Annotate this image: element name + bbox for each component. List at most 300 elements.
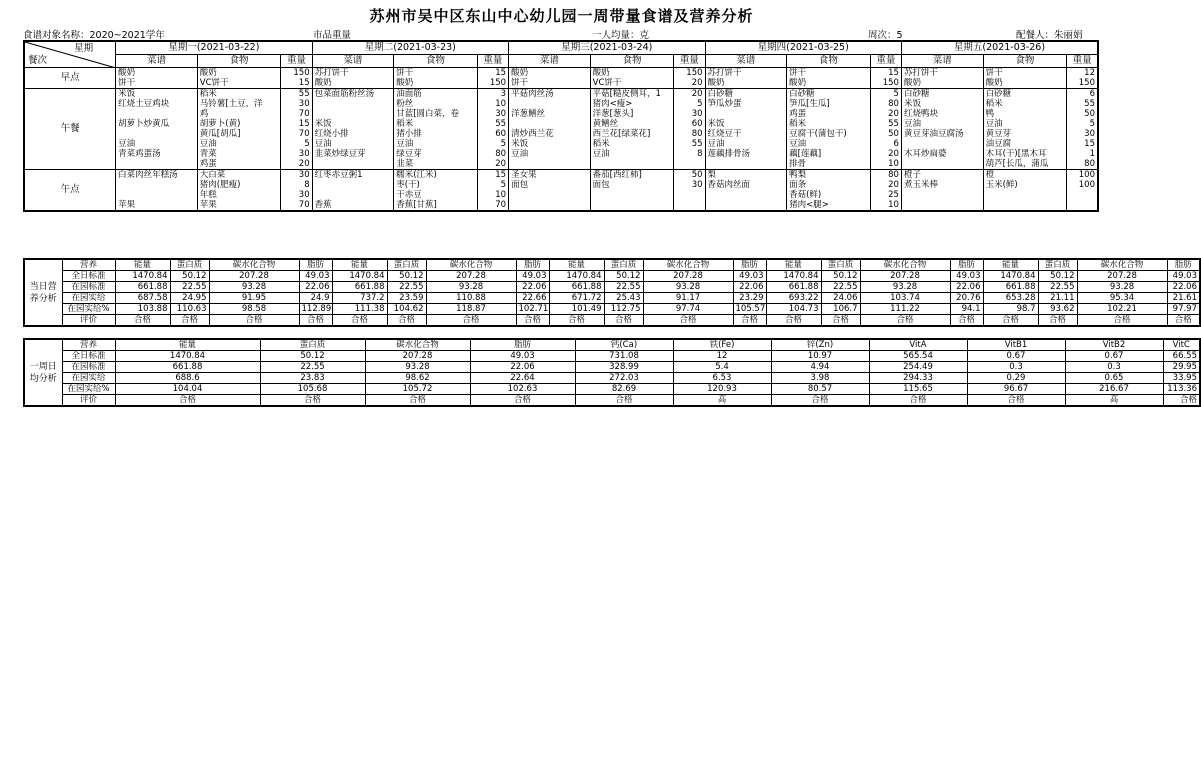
food-weight: 70 bbox=[281, 109, 312, 119]
nutrient-value: 合格 bbox=[299, 315, 332, 327]
nutrient-value: 565.54 bbox=[869, 351, 967, 362]
nutrient-value: 96.67 bbox=[967, 384, 1065, 395]
nutrient-value: 653.28 bbox=[983, 293, 1038, 304]
metric-label: 评价 bbox=[62, 395, 115, 407]
nutrient-value: 合格 bbox=[1077, 315, 1167, 327]
nutrient-value: 23.29 bbox=[733, 293, 766, 304]
food-weight: 30 bbox=[281, 170, 312, 181]
daily-row bbox=[24, 293, 1200, 304]
nutrient-value: 24.9 bbox=[299, 293, 332, 304]
food-name: 豆油 bbox=[197, 139, 281, 149]
menu-row bbox=[24, 149, 1098, 159]
food-name: 笋瓜[生瓜] bbox=[787, 99, 871, 109]
nutrient-value: 4.94 bbox=[771, 362, 869, 373]
nutrient-value: 105.72 bbox=[365, 384, 470, 395]
dish-name: 白菜肉丝年糕汤 bbox=[116, 170, 198, 181]
dish-header: 菜谱 bbox=[901, 55, 983, 68]
dish-name: 豆油 bbox=[901, 119, 983, 129]
nutrient-value: 105.68 bbox=[260, 384, 365, 395]
week-number: 周次：5 bbox=[868, 30, 903, 41]
menu-row bbox=[24, 180, 1098, 190]
menu-row bbox=[24, 68, 1098, 79]
nutrient-value: 118.87 bbox=[426, 304, 516, 315]
dish-name: 香蕉 bbox=[312, 200, 394, 211]
food-weight: 3 bbox=[477, 89, 508, 100]
food-name: 藕[莲藕] bbox=[787, 149, 871, 159]
nutrient-value: 合格 bbox=[1163, 395, 1200, 407]
nutrient-header: 碳水化合物 bbox=[209, 259, 299, 271]
menu-row bbox=[24, 78, 1098, 89]
metric-label: 在园实给 bbox=[62, 373, 115, 384]
nutrient-value: 102.21 bbox=[1077, 304, 1167, 315]
food-name: 香菇(鲜) bbox=[787, 190, 871, 200]
weekly-nutrition-table bbox=[23, 338, 1201, 407]
food-weight: 150 bbox=[281, 68, 312, 79]
nutrient-value: 合格 bbox=[549, 315, 604, 327]
food-name: 面条 bbox=[787, 180, 871, 190]
food-weight: 1 bbox=[1067, 149, 1098, 159]
weight-header: 重量 bbox=[281, 55, 312, 68]
weekly-row bbox=[24, 362, 1200, 373]
metric-label: 在园标准 bbox=[62, 282, 115, 293]
food-weight bbox=[1067, 200, 1098, 211]
daily-row bbox=[24, 304, 1200, 315]
meal-name: 早点 bbox=[24, 68, 116, 89]
nutrient-value: 0.65 bbox=[1065, 373, 1163, 384]
nutrient-value: 661.88 bbox=[332, 282, 387, 293]
nutrient-value: 50.12 bbox=[1038, 271, 1077, 282]
nutrient-header: 铁(Fe) bbox=[673, 339, 771, 351]
nutrient-value: 22.55 bbox=[260, 362, 365, 373]
food-name: 稻米 bbox=[197, 89, 281, 100]
dish-name bbox=[705, 200, 787, 211]
dish-name: 酸奶 bbox=[312, 78, 394, 89]
nutrient-header: 碳水化合物 bbox=[860, 259, 950, 271]
nutrient-value: 1470.84 bbox=[332, 271, 387, 282]
nutrient-value: 94.1 bbox=[950, 304, 983, 315]
food-weight: 60 bbox=[477, 129, 508, 139]
nutrient-value: 110.63 bbox=[170, 304, 209, 315]
nutrient-value: 合格 bbox=[967, 395, 1065, 407]
food-name: 糯米(江米) bbox=[394, 170, 478, 181]
food-name: 猪肉<瘦> bbox=[590, 99, 674, 109]
nutrient-value: 22.06 bbox=[470, 362, 575, 373]
food-header: 食物 bbox=[787, 55, 871, 68]
dish-name: 梨 bbox=[705, 170, 787, 181]
nutrient-value: 合格 bbox=[387, 315, 426, 327]
nutrient-value: 111.22 bbox=[860, 304, 950, 315]
food-weight: 80 bbox=[1067, 159, 1098, 170]
nutrient-value: 737.2 bbox=[332, 293, 387, 304]
nutrient-value: 731.08 bbox=[575, 351, 673, 362]
food-weight: 80 bbox=[477, 149, 508, 159]
menu-row bbox=[24, 89, 1098, 100]
food-weight: 20 bbox=[870, 149, 901, 159]
nutrient-value: 207.28 bbox=[209, 271, 299, 282]
weekly-row bbox=[24, 395, 1200, 407]
nutrient-label: 营养 bbox=[62, 259, 115, 271]
food-name: 白砂糖 bbox=[983, 89, 1067, 100]
nutrient-header: VitB1 bbox=[967, 339, 1065, 351]
food-weight: 150 bbox=[1067, 78, 1098, 89]
nutrient-value: 5.4 bbox=[673, 362, 771, 373]
food-name: 稻米 bbox=[983, 99, 1067, 109]
food-name: 甘蓝[圆白菜，卷 bbox=[394, 109, 478, 119]
dish-name: 米饭 bbox=[901, 99, 983, 109]
food-weight: 55 bbox=[1067, 99, 1098, 109]
food-header: 食物 bbox=[590, 55, 674, 68]
menu-row bbox=[24, 119, 1098, 129]
nutrient-value: 91.17 bbox=[643, 293, 733, 304]
dish-name bbox=[312, 190, 394, 200]
dish-name bbox=[901, 200, 983, 211]
nutrient-value: 合格 bbox=[983, 315, 1038, 327]
nutrient-value: 272.03 bbox=[575, 373, 673, 384]
food-weight: 10 bbox=[870, 200, 901, 211]
nutrient-value: 661.88 bbox=[115, 362, 260, 373]
menu-row bbox=[24, 170, 1098, 181]
meal-name: 午餐 bbox=[24, 89, 116, 170]
nutrient-value: 80.57 bbox=[771, 384, 869, 395]
dish-name bbox=[116, 129, 198, 139]
nutrient-value: 50.12 bbox=[260, 351, 365, 362]
dish-name bbox=[509, 190, 591, 200]
food-weight: 55 bbox=[674, 139, 705, 149]
metric-label: 评价 bbox=[62, 315, 115, 327]
food-weight: 10 bbox=[870, 159, 901, 170]
nutrient-header: 碳水化合物 bbox=[365, 339, 470, 351]
nutrient-value: 22.06 bbox=[950, 282, 983, 293]
nutrient-value: 254.49 bbox=[869, 362, 967, 373]
food-weight: 20 bbox=[870, 109, 901, 119]
food-weight: 20 bbox=[477, 159, 508, 170]
nutrient-header: 锌(Zn) bbox=[771, 339, 869, 351]
nutrient-value: 合格 bbox=[115, 395, 260, 407]
dish-name: 豆油 bbox=[116, 139, 198, 149]
nutrient-value: 49.03 bbox=[470, 351, 575, 362]
nutrient-value: 93.28 bbox=[209, 282, 299, 293]
nutrient-value: 22.06 bbox=[299, 282, 332, 293]
nutrient-label: 营养 bbox=[62, 339, 115, 351]
nutrient-value: 0.67 bbox=[1065, 351, 1163, 362]
food-weight: 30 bbox=[1067, 129, 1098, 139]
weekday-meal-corner bbox=[24, 41, 116, 68]
nutrient-value: 106.7 bbox=[821, 304, 860, 315]
food-name bbox=[590, 200, 674, 211]
food-name bbox=[590, 190, 674, 200]
menu-target: 食谱对象名称：2020~2021学年 bbox=[23, 30, 165, 41]
nutrient-value: 29.95 bbox=[1163, 362, 1200, 373]
food-name: 稻米 bbox=[394, 119, 478, 129]
menu-row bbox=[24, 129, 1098, 139]
nutrient-header: 脂肪 bbox=[1167, 259, 1200, 271]
food-weight: 80 bbox=[870, 170, 901, 181]
food-header: 食物 bbox=[983, 55, 1067, 68]
dish-name bbox=[509, 119, 591, 129]
food-weight: 55 bbox=[281, 89, 312, 100]
food-weight: 70 bbox=[281, 200, 312, 211]
daily-row bbox=[24, 282, 1200, 293]
menu-author: 配餐人：朱丽娟 bbox=[1016, 30, 1083, 41]
nutrient-header: 脂肪 bbox=[733, 259, 766, 271]
food-name: 酸奶 bbox=[197, 68, 281, 79]
dish-name bbox=[901, 190, 983, 200]
food-weight: 5 bbox=[477, 180, 508, 190]
nutrient-value: 101.49 bbox=[549, 304, 604, 315]
dish-name bbox=[705, 190, 787, 200]
dish-name: 红烧土豆鸡块 bbox=[116, 99, 198, 109]
nutrient-header: VitB2 bbox=[1065, 339, 1163, 351]
food-name: 稻米 bbox=[590, 139, 674, 149]
food-name: 枣(干) bbox=[394, 180, 478, 190]
nutrient-value: 49.03 bbox=[733, 271, 766, 282]
food-name: 鸭 bbox=[983, 109, 1067, 119]
nutrient-value: 50.12 bbox=[387, 271, 426, 282]
metric-label: 全日标准 bbox=[62, 351, 115, 362]
nutrient-value: 104.73 bbox=[766, 304, 821, 315]
nutrient-value: 合格 bbox=[766, 315, 821, 327]
nutrient-value: 33.95 bbox=[1163, 373, 1200, 384]
day-header: 星期二(2021-03-23) bbox=[312, 41, 508, 55]
dish-name bbox=[116, 159, 198, 170]
nutrient-header: 钙(Ca) bbox=[575, 339, 673, 351]
dish-name: 红烧豆干 bbox=[705, 129, 787, 139]
nutrient-value: 22.06 bbox=[733, 282, 766, 293]
day-header: 星期一(2021-03-22) bbox=[116, 41, 312, 55]
nutrient-value: 93.28 bbox=[426, 282, 516, 293]
food-weight: 80 bbox=[870, 99, 901, 109]
food-name: 西兰花[绿菜花] bbox=[590, 129, 674, 139]
weight-header: 重量 bbox=[674, 55, 705, 68]
food-weight: 5 bbox=[281, 139, 312, 149]
food-name: 饼干 bbox=[787, 68, 871, 79]
dish-name: 平菇肉丝汤 bbox=[509, 89, 591, 100]
nutrient-value: 49.03 bbox=[950, 271, 983, 282]
food-name bbox=[590, 159, 674, 170]
food-weight: 20 bbox=[674, 78, 705, 89]
daily-nutrition-table bbox=[23, 258, 1201, 327]
food-weight: 25 bbox=[870, 190, 901, 200]
nutrient-value: 0.3 bbox=[967, 362, 1065, 373]
nutrient-value: 合格 bbox=[1167, 315, 1200, 327]
dish-name: 酸奶 bbox=[901, 78, 983, 89]
nutrient-value: 1470.84 bbox=[983, 271, 1038, 282]
nutrient-value: 合格 bbox=[643, 315, 733, 327]
nutrient-value: 22.55 bbox=[821, 282, 860, 293]
nutrient-value: 合格 bbox=[365, 395, 470, 407]
dish-header: 菜谱 bbox=[509, 55, 591, 68]
food-name: 豆油 bbox=[983, 119, 1067, 129]
nutrient-value: 高 bbox=[1065, 395, 1163, 407]
dish-name: 香菇肉丝面 bbox=[705, 180, 787, 190]
food-weight: 60 bbox=[674, 119, 705, 129]
food-weight bbox=[674, 159, 705, 170]
food-weight bbox=[1067, 190, 1098, 200]
nutrient-value: 22.55 bbox=[604, 282, 643, 293]
nutrient-value: 49.03 bbox=[299, 271, 332, 282]
nutrient-value: 22.66 bbox=[516, 293, 549, 304]
nutrient-value: 105.57 bbox=[733, 304, 766, 315]
dish-name: 橙子 bbox=[901, 170, 983, 181]
dish-name: 洋葱鳝丝 bbox=[509, 109, 591, 119]
nutrient-value: 0.67 bbox=[967, 351, 1065, 362]
food-weight: 30 bbox=[281, 149, 312, 159]
dish-name: 煮玉米棒 bbox=[901, 180, 983, 190]
nutrient-value: 49.03 bbox=[1167, 271, 1200, 282]
food-name: 油豆腐 bbox=[983, 139, 1067, 149]
nutrient-value: 207.28 bbox=[365, 351, 470, 362]
food-name: 平菇[糙皮侧耳，1 bbox=[590, 89, 674, 100]
dish-name: 米饭 bbox=[116, 89, 198, 100]
food-weight: 15 bbox=[281, 119, 312, 129]
weekly-row bbox=[24, 384, 1200, 395]
dish-name: 红烧小排 bbox=[312, 129, 394, 139]
nutrient-header: 脂肪 bbox=[950, 259, 983, 271]
nutrient-value: 207.28 bbox=[860, 271, 950, 282]
food-name: 排骨 bbox=[787, 159, 871, 170]
food-weight: 5 bbox=[870, 89, 901, 100]
food-weight: 20 bbox=[281, 159, 312, 170]
nutrient-value: 合格 bbox=[1038, 315, 1077, 327]
nutrient-value: 91.95 bbox=[209, 293, 299, 304]
nutrient-value: 49.03 bbox=[516, 271, 549, 282]
food-weight: 5 bbox=[477, 139, 508, 149]
menu-row bbox=[24, 99, 1098, 109]
nutrient-value: 22.55 bbox=[387, 282, 426, 293]
dish-name: 酸奶 bbox=[705, 78, 787, 89]
nutrient-value: 93.28 bbox=[643, 282, 733, 293]
nutrient-value: 207.28 bbox=[426, 271, 516, 282]
food-name: 绿豆芽 bbox=[394, 149, 478, 159]
food-name: 鸭梨 bbox=[787, 170, 871, 181]
dish-name: 红枣赤豆粥1 bbox=[312, 170, 394, 181]
dish-name bbox=[116, 109, 198, 119]
daily-row bbox=[24, 315, 1200, 327]
nutrient-value: 10.97 bbox=[771, 351, 869, 362]
nutrient-value: 合格 bbox=[950, 315, 983, 327]
nutrient-header: 蛋白质 bbox=[821, 259, 860, 271]
food-name: 木耳(干)[黑木耳 bbox=[983, 149, 1067, 159]
food-weight: 50 bbox=[870, 129, 901, 139]
food-name: 黄瓜[胡瓜] bbox=[197, 129, 281, 139]
food-weight: 70 bbox=[477, 200, 508, 211]
food-weight: 15 bbox=[870, 68, 901, 79]
food-name: 青菜 bbox=[197, 149, 281, 159]
food-name: 大白菜 bbox=[197, 170, 281, 181]
food-header: 食物 bbox=[197, 55, 281, 68]
nutrient-value: 97.74 bbox=[643, 304, 733, 315]
dish-name: 米饭 bbox=[705, 119, 787, 129]
nutrient-value: 12 bbox=[673, 351, 771, 362]
food-weight: 12 bbox=[1067, 68, 1098, 79]
dish-name: 苏打饼干 bbox=[901, 68, 983, 79]
nutrient-header: 碳水化合物 bbox=[1077, 259, 1167, 271]
food-name: 黄豆芽 bbox=[983, 129, 1067, 139]
nutrient-header: 蛋白质 bbox=[387, 259, 426, 271]
food-name: 酸奶 bbox=[394, 78, 478, 89]
dish-name: 木耳炒扁婆 bbox=[901, 149, 983, 159]
metric-label: 在园实给% bbox=[62, 384, 115, 395]
food-header: 食物 bbox=[394, 55, 478, 68]
nutrient-value: 112.75 bbox=[604, 304, 643, 315]
food-name: 年糕 bbox=[197, 190, 281, 200]
food-name: 黄鳝丝 bbox=[590, 119, 674, 129]
dish-name: 饼干 bbox=[116, 78, 198, 89]
dish-name: 韭菜炒绿豆芽 bbox=[312, 149, 394, 159]
dish-name: 白砂糖 bbox=[901, 89, 983, 100]
food-weight: 10 bbox=[477, 99, 508, 109]
nutrient-value: 93.62 bbox=[1038, 304, 1077, 315]
nutrient-value: 0.29 bbox=[967, 373, 1065, 384]
dish-name bbox=[312, 159, 394, 170]
metric-label: 全日标准 bbox=[62, 271, 115, 282]
nutrient-value: 合格 bbox=[860, 315, 950, 327]
food-weight: 30 bbox=[281, 190, 312, 200]
nutrient-header: 能量 bbox=[115, 259, 170, 271]
nutrient-value: 216.67 bbox=[1065, 384, 1163, 395]
food-name: 鸡蛋 bbox=[197, 159, 281, 170]
menu-row bbox=[24, 139, 1098, 149]
nutrient-value: 24.06 bbox=[821, 293, 860, 304]
dish-name: 胡萝卜炒黄瓜 bbox=[116, 119, 198, 129]
weekday-label: 星期 bbox=[74, 43, 94, 54]
food-weight: 8 bbox=[281, 180, 312, 190]
food-weight bbox=[674, 200, 705, 211]
food-weight: 50 bbox=[674, 170, 705, 181]
daily-header-row bbox=[24, 259, 1200, 271]
daily-row bbox=[24, 271, 1200, 282]
dish-name bbox=[901, 159, 983, 170]
food-weight: 15 bbox=[477, 170, 508, 181]
nutrient-value: 22.64 bbox=[470, 373, 575, 384]
weekly-row bbox=[24, 373, 1200, 384]
food-weight: 70 bbox=[281, 129, 312, 139]
food-weight: 150 bbox=[870, 78, 901, 89]
dish-name: 包菜面筋粉丝汤 bbox=[312, 89, 394, 100]
nutrient-value: 合格 bbox=[575, 395, 673, 407]
food-name: 豆油 bbox=[787, 139, 871, 149]
food-name: 洋葱[葱头] bbox=[590, 109, 674, 119]
food-name: 饼干 bbox=[983, 68, 1067, 79]
food-name: 玉米(鲜) bbox=[983, 180, 1067, 190]
nutrient-value: 合格 bbox=[170, 315, 209, 327]
nutrient-header: 蛋白质 bbox=[170, 259, 209, 271]
food-name: 苹果 bbox=[197, 200, 281, 211]
dish-name: 苏打饼干 bbox=[705, 68, 787, 79]
nutrient-header: 蛋白质 bbox=[260, 339, 365, 351]
metric-label: 在园实给% bbox=[62, 304, 115, 315]
food-weight: 8 bbox=[674, 149, 705, 159]
nutrient-value: 合格 bbox=[115, 315, 170, 327]
food-weight: 10 bbox=[477, 190, 508, 200]
food-weight: 15 bbox=[477, 68, 508, 79]
nutrient-value: 95.34 bbox=[1077, 293, 1167, 304]
nutrient-value: 1470.84 bbox=[115, 271, 170, 282]
dish-name: 青菜鸡蛋汤 bbox=[116, 149, 198, 159]
food-weight bbox=[674, 190, 705, 200]
food-name: 稻米 bbox=[787, 119, 871, 129]
nutrient-header: 碳水化合物 bbox=[426, 259, 516, 271]
nutrient-value: 50.12 bbox=[170, 271, 209, 282]
weight-header: 重量 bbox=[1067, 55, 1098, 68]
nutrient-value: 合格 bbox=[332, 315, 387, 327]
dish-name: 豆油 bbox=[705, 139, 787, 149]
nutrient-value: 93.28 bbox=[1077, 282, 1167, 293]
food-weight: 55 bbox=[477, 119, 508, 129]
nutrient-value: 104.04 bbox=[115, 384, 260, 395]
day-header: 星期三(2021-03-24) bbox=[509, 41, 705, 55]
food-name: 鸡 bbox=[197, 109, 281, 119]
